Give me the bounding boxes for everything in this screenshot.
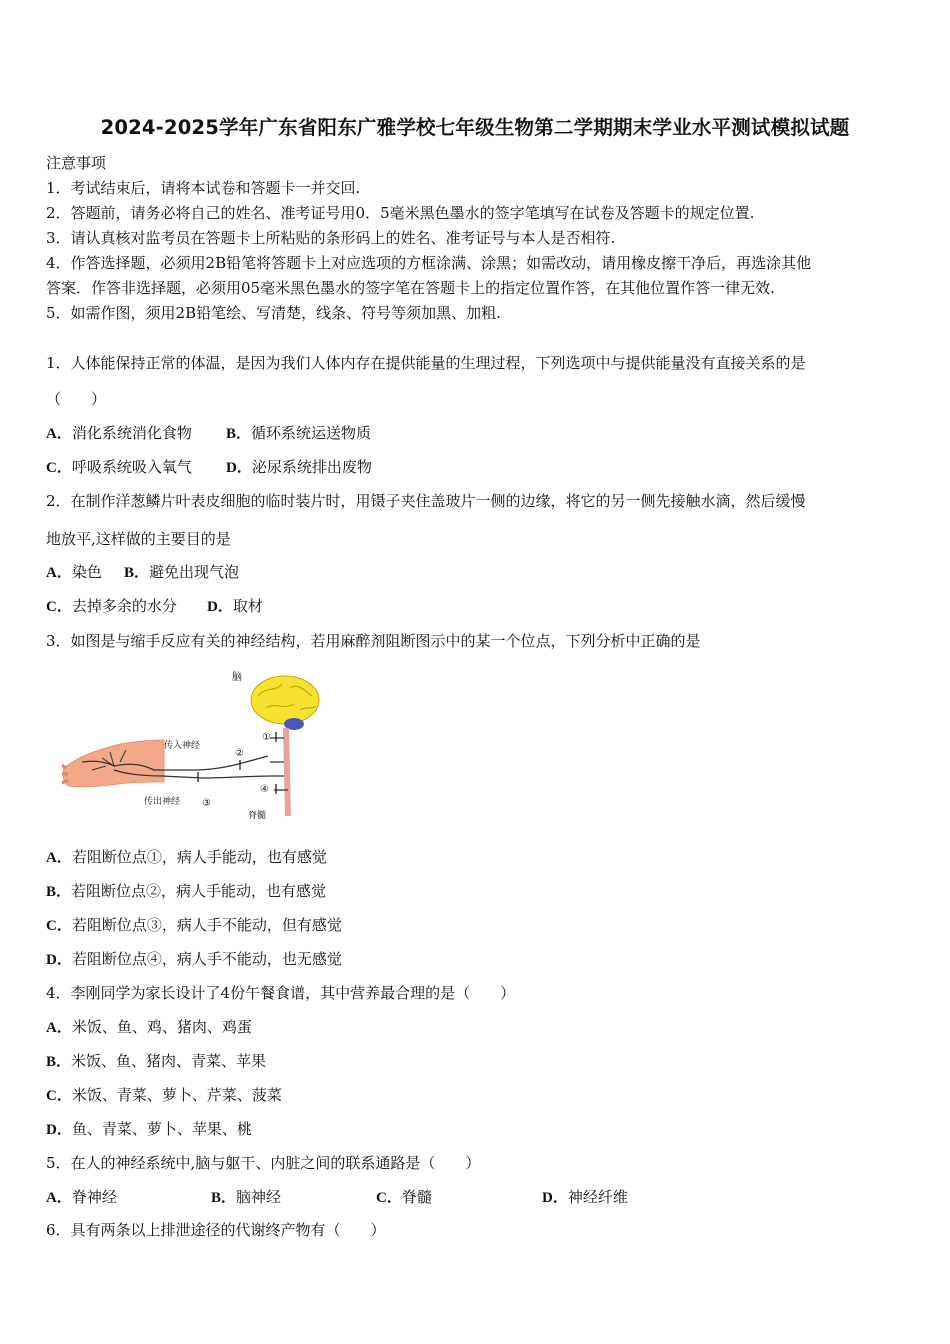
option-3d [46, 948, 342, 969]
option-text: 避免出现气泡 [149, 563, 240, 581]
option-2b [124, 561, 239, 582]
option-5b [211, 1186, 281, 1207]
option-label: D． [542, 1190, 568, 1206]
option-1a [46, 422, 192, 443]
option-label: D． [226, 460, 252, 476]
exam-title: 2024-2025学年广东省阳东广雅学校七年级生物第二学期期末学业水平测试模拟试题 [100, 116, 850, 139]
question-2-stem: 2．在制作洋葱鳞片叶表皮细胞的临时装片时，用镊子夹住盖玻片一侧的边缘，将它的另一侧先接触水滴，然后缓慢 [46, 492, 806, 510]
option-label: C． [46, 1088, 72, 1104]
option-label: C． [376, 1190, 402, 1206]
label-point-4: ④ [260, 784, 269, 795]
notice-item: 3．请认真核对监考员在答题卡上所粘贴的条形码上的姓名、准考证号与本人是否相符. [46, 229, 616, 247]
label-point-3: ③ [202, 798, 211, 809]
option-label: A． [46, 565, 72, 581]
option-label: D． [46, 1122, 72, 1138]
notice-item: 4．作答选择题，必须用2B铅笔将答题卡上对应选项的方框涂满、涂黑；如需改动，请用橡皮擦干净后，再选涂其他 [46, 254, 812, 272]
label-point-2: ② [235, 748, 244, 759]
option-label: B． [46, 1054, 72, 1070]
option-text: 米饭、鱼、猪肉、青菜、苹果 [71, 1052, 267, 1070]
option-text: 米饭、青菜、萝卜、芹菜、菠菜 [71, 1086, 282, 1104]
option-label: A． [46, 1190, 72, 1206]
option-text: 脊神经 [71, 1188, 117, 1206]
notice-item: 2．答题前，请务必将自己的姓名、准考证号用0．5毫米黑色墨水的签字笔填写在试卷及答题卡的规定位置. [46, 204, 755, 222]
option-text: 若阻断位点④，病人手不能动，也无感觉 [71, 950, 342, 968]
option-3c [46, 914, 342, 935]
question-5-stem: 5．在人的神经系统中,脑与躯干、内脏之间的联系通路是（ ） [46, 1154, 481, 1172]
option-text: 取材 [232, 597, 263, 615]
option-label: B． [226, 426, 252, 442]
notice-item: 1．考试结束后，请将本试卷和答题卡一并交回. [46, 179, 361, 197]
option-3b [46, 880, 326, 901]
question-1-stem: 1．人体能保持正常的体温，是因为我们人体内存在提供能量的生理过程，下列选项中与提供能量没有直接关系的是 [46, 354, 806, 372]
option-label: A． [46, 850, 72, 866]
label-point-1: ① [262, 732, 271, 743]
option-1c [46, 456, 192, 477]
option-2c [46, 595, 177, 616]
spinal-cord-shape [286, 728, 288, 816]
option-1d [226, 456, 372, 477]
option-label: C． [46, 918, 72, 934]
option-4c [46, 1084, 282, 1105]
option-label: D． [207, 599, 233, 615]
option-4b [46, 1050, 266, 1071]
option-text: 脊髓 [401, 1188, 432, 1206]
question-3-stem: 3．如图是与缩手反应有关的神经结构，若用麻醉剂阻断图示中的某一个位点，下列分析中正确的是 [46, 632, 701, 650]
option-label: C． [46, 599, 72, 615]
notice-heading: 注意事项 [46, 154, 107, 172]
option-text: 鱼、青菜、萝卜、苹果、桃 [71, 1120, 252, 1138]
option-text: 米饭、鱼、鸡、猪肉、鸡蛋 [71, 1018, 252, 1036]
option-label: B． [124, 565, 150, 581]
option-1b [226, 422, 371, 443]
option-4d [46, 1118, 252, 1139]
option-text: 消化系统消化食物 [71, 424, 192, 442]
option-label: B． [211, 1190, 237, 1206]
label-spinal: 脊髓 [248, 811, 267, 821]
option-text: 呼吸系统吸入氧气 [71, 458, 192, 476]
option-label: B． [46, 884, 72, 900]
option-5c [376, 1186, 432, 1207]
option-2d [207, 595, 263, 616]
option-label: C． [46, 460, 72, 476]
option-text: 去掉多余的水分 [71, 597, 177, 615]
option-4a [46, 1016, 252, 1037]
option-text: 神经纤维 [567, 1188, 628, 1206]
question-4-stem: 4．李刚同学为家长设计了4份午餐食谱，其中营养最合理的是（ ） [46, 984, 516, 1002]
option-text: 若阻断位点③，病人手不能动，但有感觉 [71, 916, 342, 934]
option-5d [542, 1186, 628, 1207]
label-afferent: 传入神经 [164, 741, 201, 751]
option-text: 循环系统运送物质 [251, 424, 372, 442]
option-text: 脑神经 [236, 1188, 282, 1206]
option-2a [46, 561, 102, 582]
option-text: 染色 [71, 563, 102, 581]
option-3a [46, 846, 327, 867]
option-text: 若阻断位点①，病人手能动，也有感觉 [71, 848, 327, 866]
option-5a [46, 1186, 117, 1207]
notice-item: 答案．作答非选择题，必须用05毫米黑色墨水的签字笔在答题卡上的指定位置作答，在其他位置作答一律无效. [46, 279, 775, 297]
brain-shape [251, 676, 319, 724]
option-text: 若阻断位点②，病人手能动，也有感觉 [71, 882, 327, 900]
option-text: 泌尿系统排出废物 [251, 458, 372, 476]
option-label: A． [46, 1020, 72, 1036]
question-6-stem: 6．具有两条以上排泄途径的代谢终产物有（ ） [46, 1221, 386, 1239]
notice-item: 5．如需作图，须用2B铅笔绘、写清楚，线条、符号等须加黑、加粗. [46, 304, 501, 322]
option-label: A． [46, 426, 72, 442]
label-efferent: 传出神经 [144, 797, 181, 807]
reflex-arc-figure [62, 666, 324, 826]
option-label: D． [46, 952, 72, 968]
question-1-bracket: （ ） [46, 390, 107, 408]
label-brain: 脑 [232, 672, 242, 683]
question-2-stem-cont: 地放平,这样做的主要目的是 [46, 530, 231, 548]
